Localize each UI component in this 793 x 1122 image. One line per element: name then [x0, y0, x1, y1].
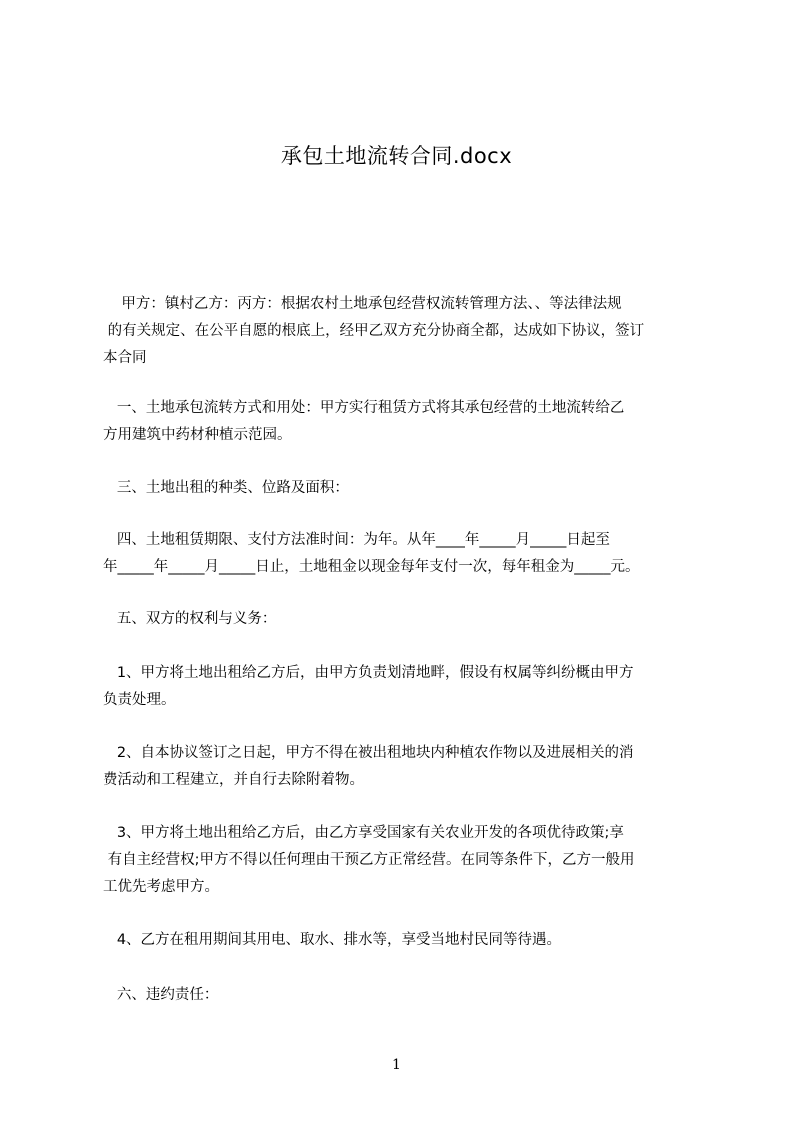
paragraph-line: 3、甲方将土地出租给乙方后，由乙方享受国家有关农业开发的各项优待政策;享 [103, 825, 624, 841]
page-number: 1 [392, 1057, 401, 1073]
paragraph-line: 四、土地租赁期限、支付方法准时间：为年。从年____年_____月_____日起至 [103, 532, 610, 548]
paragraph-preamble [103, 291, 713, 372]
paragraph-line: 工优先考虑甲方。 [103, 879, 219, 895]
paragraph-line: 2、自本协议签订之日起，甲方不得在被出租地块内种植农作物以及进展相关的消 [103, 745, 634, 761]
paragraph-line: 五、双方的权利与义务： [103, 611, 277, 627]
paragraph-line: 1、甲方将土地出租给乙方后，由甲方负责划清地畔，假设有权属等纠纷概由甲方 [103, 665, 634, 681]
paragraph-line: 方用建筑中药材种植示范园。 [103, 427, 292, 443]
document-body [103, 0, 713, 1122]
paragraph-line: 三、土地出租的种类、位路及面积： [103, 480, 349, 496]
paragraph-line: 一、土地承包流转方式和用处：甲方实行租赁方式将其承包经营的土地流转给乙 [103, 400, 625, 416]
paragraph-line: 甲方：镇村乙方：丙方：根据农村土地承包经营权流转管理方法、、等法律法规 [103, 296, 622, 312]
document-title: 承包土地流转合同.docx [280, 144, 513, 168]
paragraph-item-4 [103, 927, 713, 954]
paragraph-line: 本合同 [103, 350, 147, 366]
paragraph-item-1 [103, 660, 713, 714]
paragraph-clause-4 [103, 527, 713, 581]
paragraph-line: 4、乙方在租用期间其用电、取水、排水等，享受当地村民同等待遇。 [103, 932, 562, 948]
paragraph-line: 费活动和工程建立，并自行去除附着物。 [103, 772, 364, 788]
paragraph-clause-6 [103, 982, 713, 1009]
paragraph-clause-3 [103, 475, 713, 502]
paragraph-clause-5 [103, 606, 713, 633]
paragraph-item-2 [103, 740, 713, 794]
paragraph-line: 有自主经营权;甲方不得以任何理由干预乙方正常经营。在同等条件下，乙方一般用 [103, 852, 635, 868]
paragraph-line: 年_____年_____月_____日止，土地租金以现金每年支付一次，每年租金为_____元。 [103, 559, 640, 575]
paragraph-line: 六、违约责任： [103, 987, 219, 1003]
paragraph-item-3 [103, 820, 713, 901]
paragraph-line: 的有关规定、在公平自愿的根底上，经甲乙双方充分协商全都，达成如下协议，签订 [103, 323, 645, 339]
paragraph-clause-1 [103, 395, 713, 449]
paragraph-line: 负责处理。 [103, 692, 176, 708]
